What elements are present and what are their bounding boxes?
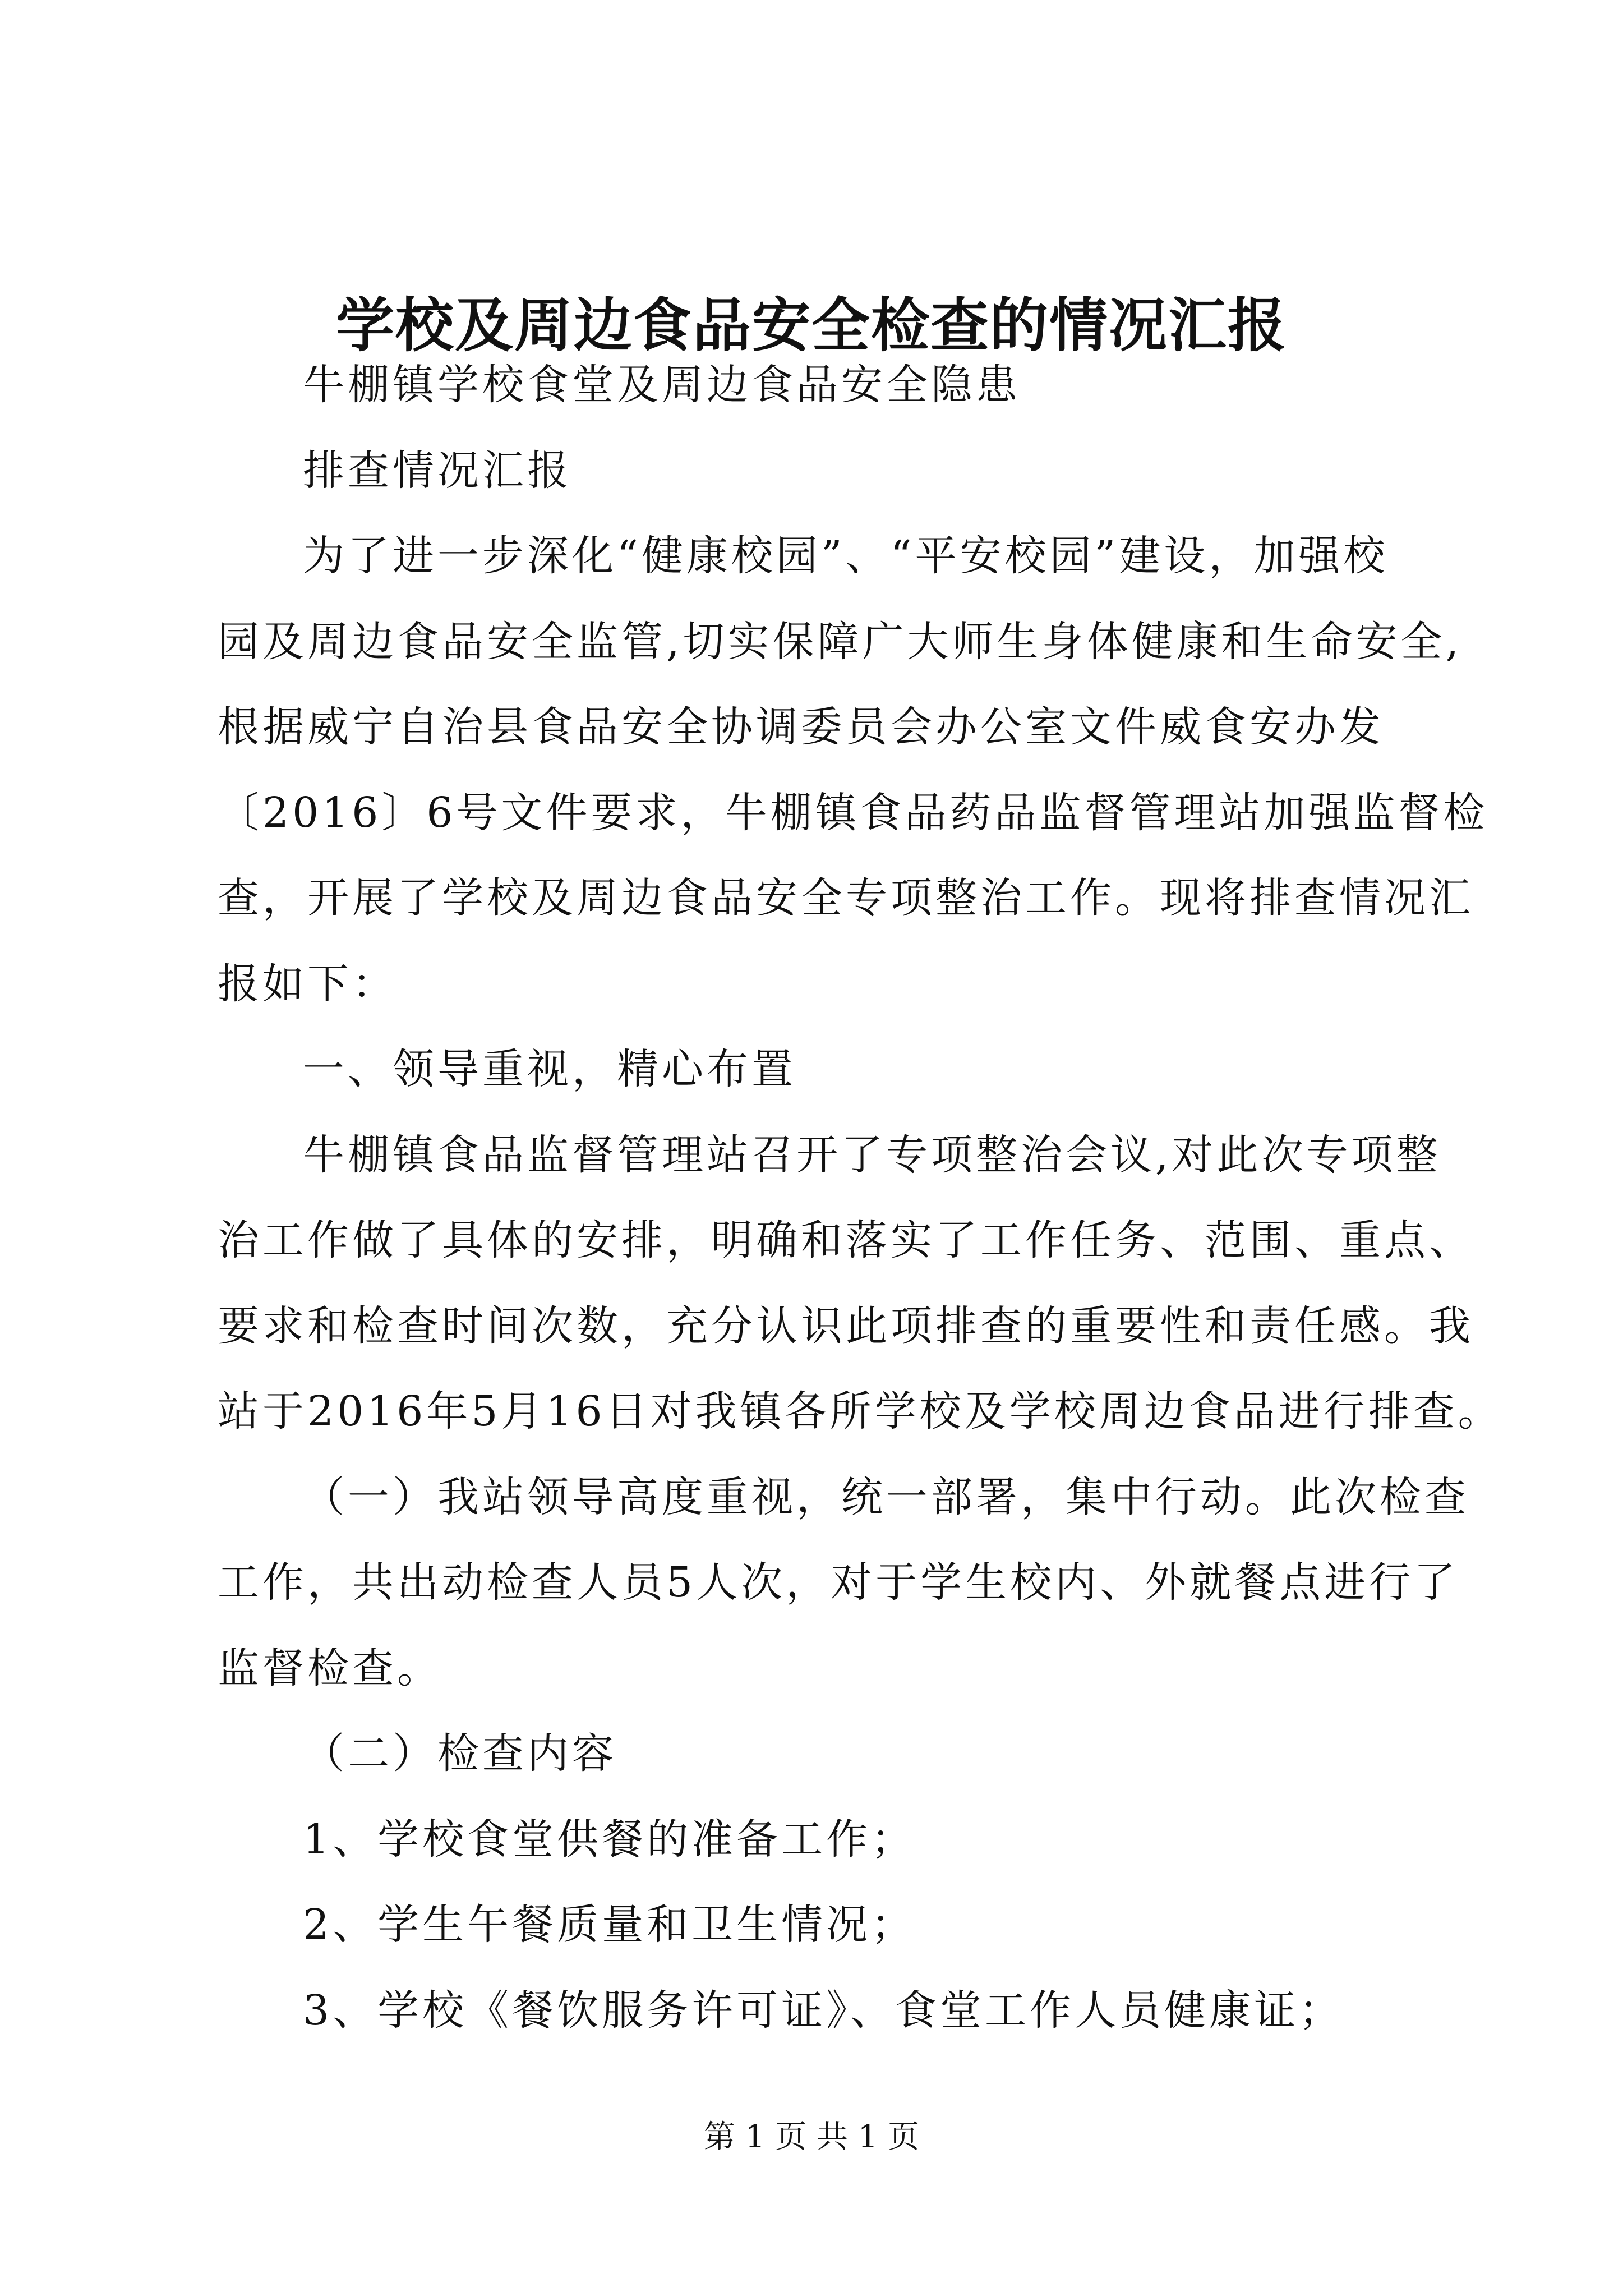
paragraph-line: 治工作做了具体的安排，明确和落实了工作任务、范围、重点、 (218, 1216, 1474, 1264)
paragraph-line: 为了进一步深化“健康校园”、“平安校园”建设，加强校 (303, 532, 1389, 580)
paragraph-line: 报如下： (218, 959, 397, 1008)
document-body (218, 342, 1503, 2053)
paragraph-line: 园及周边食品安全监管,切实保障广大师生身体健康和生命安全, (218, 617, 1463, 666)
list-item: 2、学生午餐质量和卫生情况； (303, 1901, 916, 1949)
paragraph-line: 牛棚镇食品监督管理站召开了专项整治会议,对此次专项整 (303, 1130, 1441, 1179)
subtitle-line-1: 牛棚镇学校食堂及周边食品安全隐患 (303, 361, 1021, 409)
section-heading: 一、领导重视，精心布置 (303, 1045, 796, 1093)
paragraph-line: （一）我站领导高度重视，统一部署，集中行动。此次检查 (303, 1473, 1469, 1521)
page-footer: 第 1 页 共 1 页 (703, 2119, 920, 2155)
paragraph-line: 工作，共出动检查人员5人次，对于学生校内、外就餐点进行了 (218, 1558, 1459, 1607)
paragraph-line: 根据威宁自治县食品安全协调委员会办公室文件威食安办发 (218, 703, 1384, 751)
list-item: 3、学校《餐饮服务许可证》、食堂工作人员健康证； (303, 1986, 1344, 2035)
subsection-heading: （二）检查内容 (303, 1729, 617, 1778)
list-item: 1、学校食堂供餐的准备工作； (303, 1815, 916, 1864)
paragraph-line: 〔2016〕6号文件要求，牛棚镇食品药品监督管理站加强监督检 (218, 788, 1488, 837)
document-title: 学校及周边食品安全检查的情况汇报 (335, 291, 1287, 360)
paragraph-line: 要求和检查时间次数，充分认识此项排查的重要性和责任感。我 (218, 1301, 1474, 1350)
paragraph-line: 站于2016年5月16日对我镇各所学校及学校周边食品进行排查。 (218, 1387, 1503, 1435)
subtitle-line-2: 排查情况汇报 (303, 446, 572, 495)
paragraph-line: 监督检查。 (218, 1644, 442, 1692)
paragraph-line: 查，开展了学校及周边食品安全专项整治工作。现将排查情况汇 (218, 874, 1474, 922)
